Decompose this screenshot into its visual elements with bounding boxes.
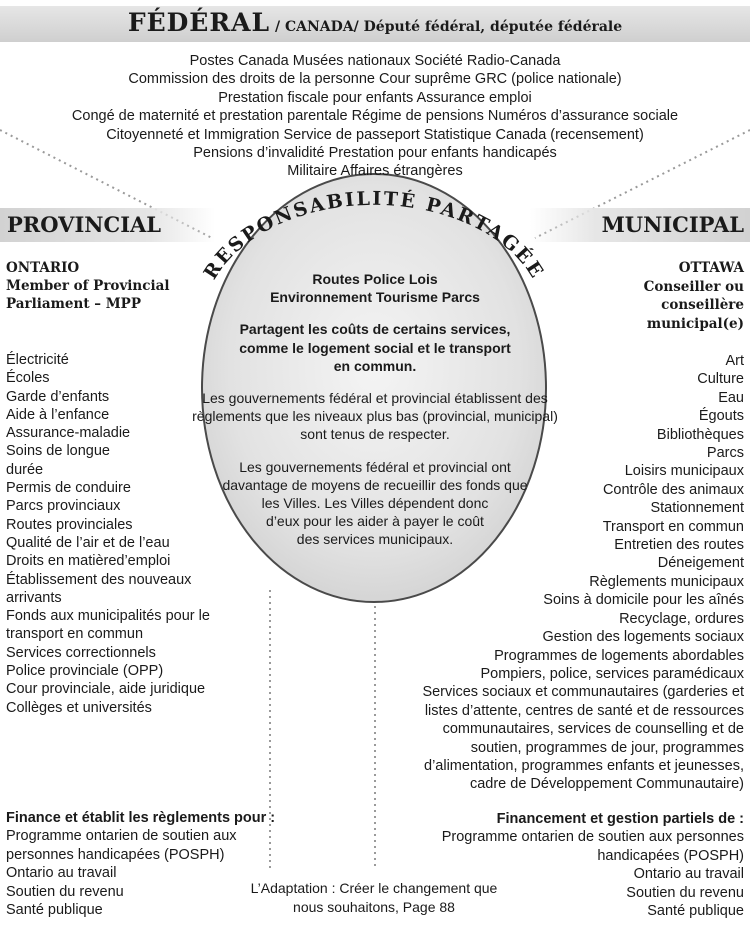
list-item: Soutien du revenu xyxy=(6,883,124,900)
provincial-tab: PROVINCIAL xyxy=(0,208,215,242)
federal-header xyxy=(0,8,750,37)
list-item: Programme ontarien de soutien aux xyxy=(6,828,237,845)
list-item: soutien, programmes de jour, programmes xyxy=(470,739,744,756)
list-item: Parcs xyxy=(706,445,744,462)
federal-services-list xyxy=(0,52,750,181)
list-item: Parcs provinciaux xyxy=(6,498,121,515)
shared-cost-line: Partagent les coûts de certains services, xyxy=(239,321,511,338)
shared-regulation-line: Les gouvernements fédéral et provincial établissent des xyxy=(202,390,548,407)
list-item: Contrôle des animaux xyxy=(602,481,744,498)
shared-funding-line: Les gouvernements fédéral et provincial ont xyxy=(239,458,511,475)
federal-services-line: Postes Canada Musées nationaux Société Radio-Canada xyxy=(189,53,561,69)
list-item: Soutien du revenu xyxy=(626,884,744,901)
list-item: Déneigement xyxy=(657,555,744,572)
federal-services-line: Prestation fiscale pour enfants Assurance emploi xyxy=(218,89,532,106)
list-item: Établissement des nouveaux xyxy=(6,571,192,588)
list-item: Santé publique xyxy=(6,902,103,919)
shared-cost-line: en commun. xyxy=(333,357,417,374)
citation-line: nous souhaitons, Page 88 xyxy=(293,899,455,915)
shared-funding-line: des services municipaux. xyxy=(296,531,454,548)
list-item: Soins à domicile pour les aînés xyxy=(543,592,744,609)
list-item: durée xyxy=(6,461,44,478)
municipal-rep-line: conseillère xyxy=(661,297,744,313)
provincial-rep-line: Parliament – MPP xyxy=(6,296,141,312)
list-item: communautaires, services de counselling et de xyxy=(442,721,744,738)
spacer xyxy=(170,375,580,389)
shared-regulation-line: sont tenus de respecter. xyxy=(300,426,450,443)
municipal-tab: MUNICIPAL xyxy=(530,208,750,242)
provincial-rep-line: Member of Provincial xyxy=(6,278,170,294)
municipal-rep-line: Conseiller ou xyxy=(643,278,744,295)
municipal-region: OTTAWA xyxy=(678,260,744,276)
list-item: Droits en matièred’emploi xyxy=(6,553,171,570)
provincial-heading xyxy=(6,259,169,313)
list-item: Santé publique xyxy=(647,903,744,920)
list-item: listes d’attente, centres de santé et de ressources xyxy=(424,702,744,719)
shared-cost-line: comme le logement social et le transport xyxy=(239,339,511,356)
municipal-rep-line: municipal(e) xyxy=(646,315,744,332)
spacer xyxy=(170,306,580,320)
list-item: Stationnement xyxy=(650,500,744,517)
list-item: Garde d’enfants xyxy=(6,388,110,405)
municipal-funding-heading: Financement et gestion partiels de : xyxy=(496,811,744,827)
list-item: Qualité de l’air et de l’eau xyxy=(6,534,170,551)
citation-line: L’Adaptation : Créer le changement que xyxy=(250,880,498,896)
shared-row: Routes Police Lois xyxy=(312,271,438,287)
list-item: Culture xyxy=(697,371,744,388)
provincial-funding-heading: Finance et établit les règlements pour : xyxy=(6,810,276,826)
list-item: Programme ontarien de soutien aux personnes xyxy=(441,829,744,846)
shared-funding-line: davantage de moyens de recueillir des fonds que xyxy=(222,476,528,493)
shared-row: Environnement Tourisme Parcs xyxy=(270,289,480,306)
federal-services-line: Citoyenneté et Immigration Service de passeport Statistique Canada (recensement) xyxy=(106,126,644,143)
list-item: Transport en commun xyxy=(602,518,744,535)
federal-services-line: Congé de maternité et prestation parentale Régime de pensions Numéros d’assurance sociale xyxy=(71,108,679,125)
list-item: Électricité xyxy=(6,352,69,368)
list-item: Recyclage, ordures xyxy=(619,610,744,627)
list-item: Écoles xyxy=(6,370,50,387)
list-item: Eau xyxy=(718,389,744,406)
list-item: d’alimentation, programmes enfants et jeunesses, xyxy=(424,757,744,774)
source-citation xyxy=(200,879,548,917)
list-item: Pompiers, police, services paramédicaux xyxy=(480,665,744,682)
shared-funding-line: les Villes. Les Villes dépendent donc xyxy=(261,495,489,512)
list-item: Permis de conduire xyxy=(6,480,131,497)
list-item: Fonds aux municipalités pour le xyxy=(6,608,210,625)
shared-funding-line: d’eux pour les aider à payer le coût xyxy=(266,513,484,530)
list-item: Égouts xyxy=(698,408,744,425)
spacer xyxy=(170,444,580,458)
list-item: Services sociaux et communautaires (garderies et xyxy=(422,684,744,701)
municipal-heading xyxy=(644,259,744,333)
federal-services-line: Militaire Affaires étrangères xyxy=(287,163,463,180)
list-item: Loisirs municipaux xyxy=(624,463,744,480)
list-item: Règlements municipaux xyxy=(589,573,744,590)
list-item: Ontario au travail xyxy=(633,866,744,883)
list-item: Gestion des logements sociaux xyxy=(542,629,744,646)
list-item: Collèges et universités xyxy=(6,699,152,716)
list-item: Entretien des routes xyxy=(614,537,744,554)
federal-subtitle: / CANADA/ Député fédéral, députée fédérale xyxy=(270,19,623,35)
list-item: Assurance-maladie xyxy=(6,425,131,442)
shared-title: RESPONSABILITÉ PARTAGÉE xyxy=(199,187,549,284)
list-item: arrivants xyxy=(6,589,62,606)
provincial-region: ONTARIO xyxy=(6,260,80,276)
shared-regulation-line: règlements que les niveaux plus bas (provincial, municipal) xyxy=(192,408,558,425)
shared-content xyxy=(170,270,580,549)
federal-title: FÉDÉRAL xyxy=(127,8,271,37)
list-item: handicapées (POSPH) xyxy=(597,847,744,864)
list-item: Soins de longue xyxy=(6,443,110,460)
list-item: Police provinciale (OPP) xyxy=(6,663,164,680)
list-item: Cour provinciale, aide juridique xyxy=(6,681,206,698)
federal-services-line: Commission des droits de la personne Cour suprême GRC (police nationale) xyxy=(128,71,622,88)
list-item: cadre de Développement Communautaire) xyxy=(469,776,744,793)
list-item: Aide à l’enfance xyxy=(6,406,110,423)
list-item: personnes handicapées (POSPH) xyxy=(6,846,225,863)
list-item: Art xyxy=(725,353,744,369)
list-item: Services correctionnels xyxy=(6,644,156,661)
list-item: Programmes de logements abordables xyxy=(494,647,744,664)
list-item: Routes provinciales xyxy=(6,516,133,533)
list-item: Bibliothèques xyxy=(656,426,744,443)
list-item: transport en commun xyxy=(6,626,144,643)
list-item: Ontario au travail xyxy=(6,865,117,882)
federal-services-line: Pensions d’invalidité Prestation pour enfants handicapés xyxy=(193,145,557,162)
